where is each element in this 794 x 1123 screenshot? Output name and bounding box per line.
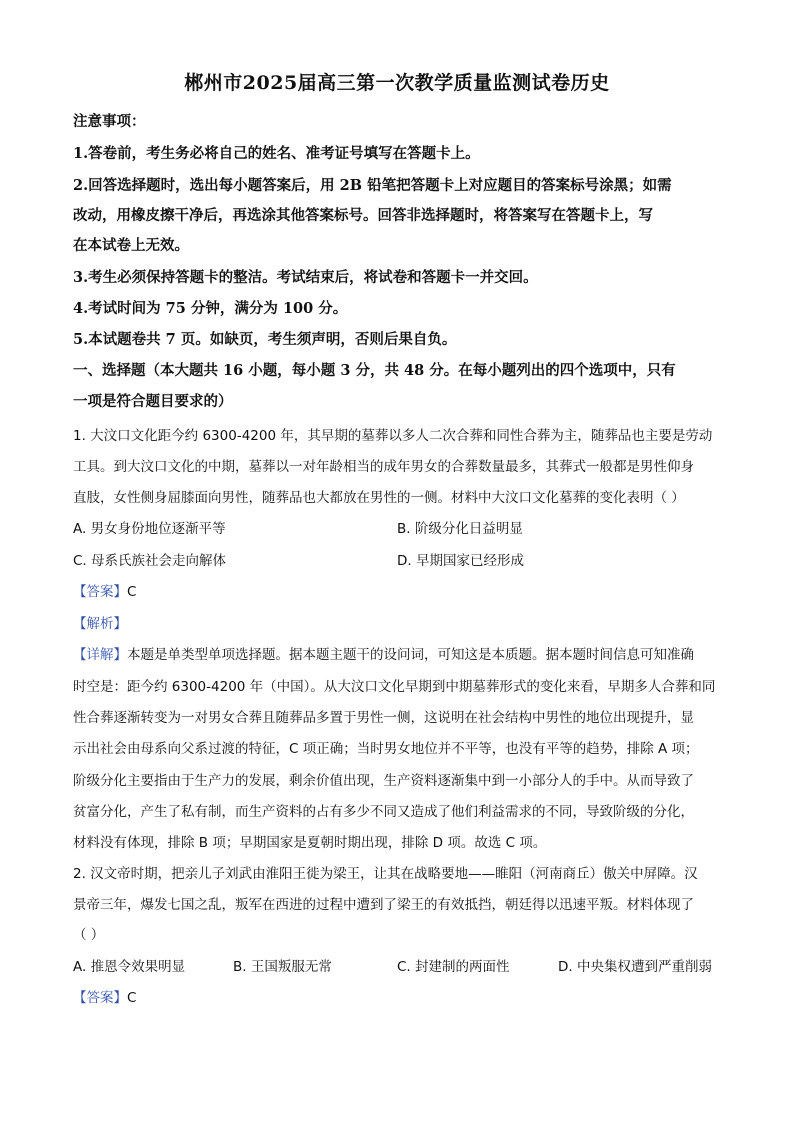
q1-detail-line: 时空是：距今约 6300-4200 年（中国）。从大汶口文化早期到中期墓葬形式的变化来看，早期多人合葬和同 [73, 679, 716, 695]
q1-detail-line [73, 643, 733, 663]
answer-value: C [127, 990, 137, 1006]
q2-option-d: D. 中央集权遭到严重削弱 [558, 959, 712, 975]
q1-stem-line: 工具。到大汶口文化的中期，墓葬以一对年龄相当的成年男女的合葬数量最多，其葬式一般都是男性仰身 [73, 459, 694, 475]
q1-detail-line: 材料没有体现，排除 B 项；早期国家是夏朝时期出现，排除 D 项。故选 C 项。 [73, 835, 547, 851]
detail-label: 【详解】 [73, 647, 127, 663]
q1-analysis-label [73, 612, 127, 632]
notice-line: 5.本试题卷共 7 页。如缺页，考生须声明，否则后果自负。 [73, 331, 457, 348]
answer-label: 【答案】 [73, 990, 127, 1006]
notice-line: 在本试卷上无效。 [73, 237, 189, 254]
analysis-label: 【解析】 [73, 616, 127, 632]
q1-detail-line: 阶级分化主要指由于生产力的发展，剩余价值出现，生产资料逐渐集中到一小部分人的手中。从而导致了 [73, 773, 694, 789]
q1-answer [73, 580, 136, 600]
q2-option-a: A. 推恩令效果明显 [73, 959, 186, 975]
answer-label: 【答案】 [73, 584, 127, 600]
q2-stem-line: 景帝三年，爆发七国之乱，叛军在西进的过程中遭到了梁王的有效抵挡，朝廷得以迅速平叛。材料体现了 [73, 897, 694, 913]
answer-value: C [127, 584, 137, 600]
q2-option-b: B. 王国叛服无常 [233, 959, 332, 975]
q2-answer [73, 986, 136, 1006]
q1-option-b: B. 阶级分化日益明显 [397, 521, 523, 537]
q1-option-a: A. 男女身份地位逐渐平等 [73, 521, 226, 537]
q1-option-d: D. 早期国家已经形成 [397, 553, 524, 569]
q1-detail-line: 示出社会由母系向父系过渡的特征，C 项正确；当时男女地位并不平等，也没有平等的趋势，排除 A 项； [73, 741, 699, 757]
q1-stem-line: 1. 大汶口文化距今约 6300-4200 年，其早期的墓葬以多人二次合葬和同性合葬为主，随葬品也主要是劳动 [73, 428, 713, 444]
notice-line: 2.回答选择题时，选出每小题答案后，用 2B 铅笔把答题卡上对应题目的答案标号涂黑；如需 [73, 177, 672, 194]
detail-text: 本题是单类型单项选择题。据本题主题干的设问词，可知这是本质题。据本题时间信息可知准确 [127, 647, 694, 663]
notice-line: 4.考试时间为 75 分钟，满分为 100 分。 [73, 300, 348, 317]
q1-option-c: C. 母系氏族社会走向解体 [73, 553, 227, 569]
notice-line: 3.考生必须保持答题卡的整洁。考试结束后，将试卷和答题卡一并交回。 [73, 269, 538, 286]
q2-stem-line: （ ） [73, 927, 105, 943]
page-title: 郴州市2025届高三第一次教学质量监测试卷历史 [184, 72, 610, 94]
q1-detail-line: 性合葬逐渐转变为一对男女合葬且随葬品多置于男性一侧，这说明在社会结构中男性的地位出现提升，显 [73, 710, 694, 726]
q1-stem-line: 直肢，女性侧身屈膝面向男性，随葬品也大都放在男性的一侧。材料中大汶口文化墓葬的变化表明（ ） [73, 490, 685, 506]
section-heading-cont: 一项是符合题目要求的） [73, 393, 233, 410]
notice-line: 改动，用橡皮擦干净后，再选涂其他答案标号。回答非选择题时，将答案写在答题卡上，写 [73, 207, 653, 224]
notice-heading: 注意事项： [73, 113, 146, 130]
q2-stem-line: 2. 汉文帝时期，把亲儿子刘武由淮阳王徙为梁王，让其在战略要地——睢阳（河南商丘）傲关中屏障。汉 [73, 866, 698, 882]
section-heading: 一、选择题（本大题共 16 小题，每小题 3 分，共 48 分。在每小题列出的四个选项中，只有 [73, 362, 676, 379]
q1-detail-line: 贫富分化，产生了私有制，而生产资料的占有多少不同又造成了他们利益需求的不同，导致阶级的分化， [73, 804, 694, 820]
notice-line: 1.答卷前，考生务必将自己的姓名、准考证号填写在答题卡上。 [73, 145, 480, 162]
q2-option-c: C. 封建制的两面性 [397, 959, 510, 975]
